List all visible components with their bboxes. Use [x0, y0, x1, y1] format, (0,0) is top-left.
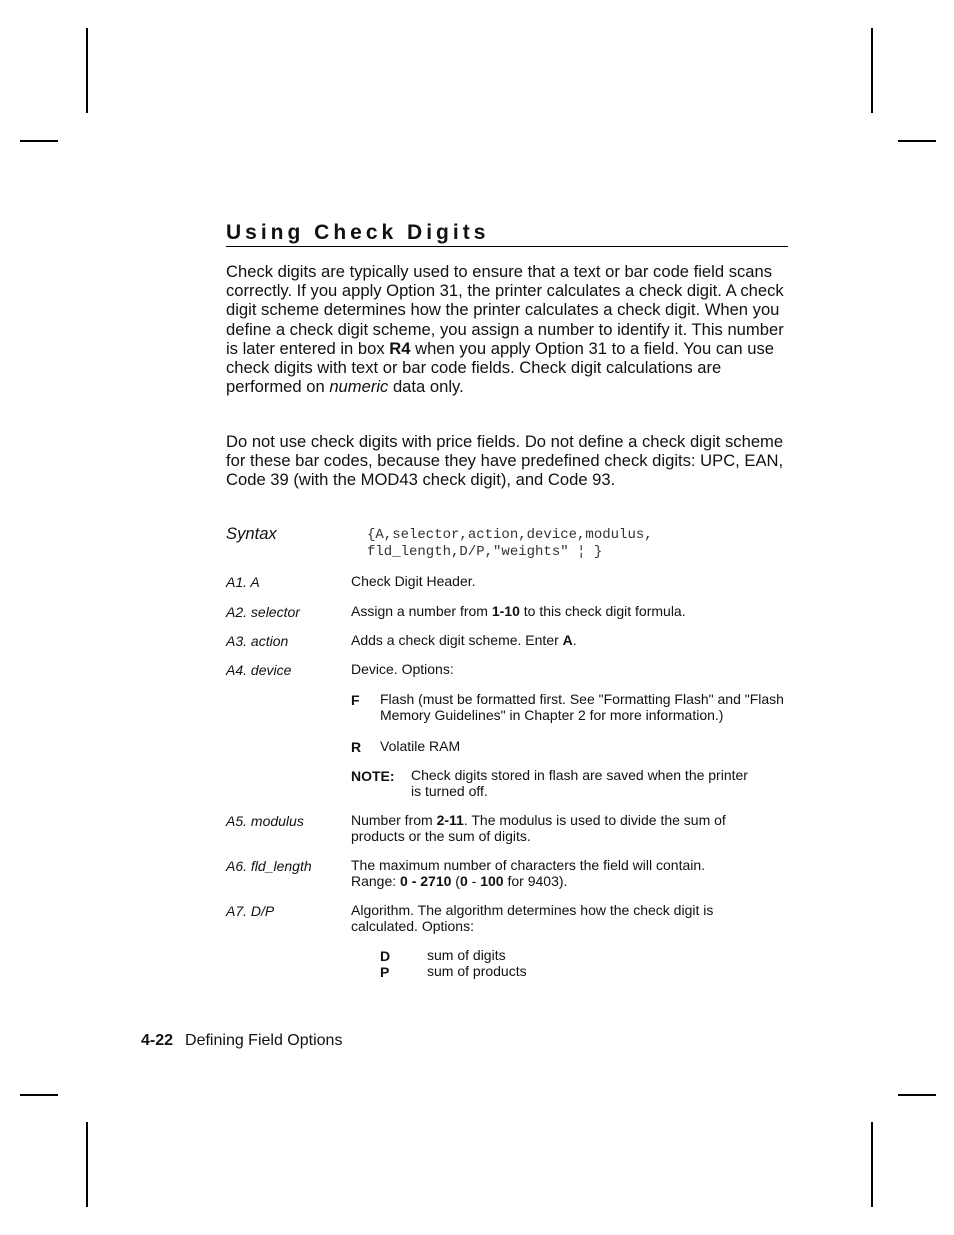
option-text: sum of digits — [427, 947, 506, 963]
note-text: Check digits stored in flash are saved when the printer is turned off. — [411, 767, 748, 799]
crop-mark — [898, 1094, 936, 1096]
crop-mark — [871, 28, 873, 113]
text-run: - — [467, 872, 481, 889]
value-range: 100 — [480, 872, 504, 889]
option-text: sum of products — [427, 963, 527, 979]
param-desc-a3 — [351, 633, 791, 649]
param-name-a5: A5. modulus — [226, 813, 304, 829]
text-run: to this check digit formula. — [519, 603, 686, 619]
value-range: 0 — [459, 872, 468, 889]
param-name-a1: A1. A — [226, 574, 260, 590]
crop-mark — [871, 1122, 873, 1207]
text-run: data only. — [388, 377, 464, 397]
text-run: Range: — [351, 872, 401, 889]
crop-mark — [20, 1094, 58, 1096]
crop-mark — [20, 140, 58, 142]
warning-paragraph: Do not use check digits with price fields. Do not define a check digit scheme for these bar codes, because they have predefined check digits: UPC, EAN, Code 39 (with the MOD43 check digit), and Code 93. — [226, 432, 784, 490]
text-run: The maximum number of characters the field will contain. — [351, 857, 706, 873]
option-letter: F — [351, 692, 360, 708]
text-run: Assign a number from — [351, 603, 492, 619]
param-desc-a2 — [351, 604, 791, 620]
param-name-a4: A4. device — [226, 662, 292, 678]
syntax-code-line: {A,selector,action,device,modulus, — [367, 527, 653, 543]
title-underline — [226, 246, 788, 247]
page-footer — [141, 1031, 342, 1051]
param-name-a6: A6. fld_length — [226, 858, 312, 874]
emphasis: numeric — [329, 377, 389, 397]
syntax-code-line: fld_length,D/P,"weights" ¦ } — [367, 544, 603, 560]
text-run: . — [572, 632, 577, 648]
text-run: for 9403). — [503, 872, 568, 889]
page-number: 4-22 — [141, 1032, 174, 1049]
text-run: Adds a check digit scheme. Enter — [351, 632, 563, 648]
param-name-a3: A3. action — [226, 633, 289, 649]
value-range: 2-11 — [436, 812, 464, 828]
text-run: Check digits are typically used to ensure that a text or bar code field scans correctly. If you apply Option 31, the printer calculates a check digit. A check digit scheme determines how the printer calculates a check digit. When you define a check digit scheme, you assign a number to identify it. This number is later entered in box — [226, 262, 784, 358]
option-text: Flash (must be formatted first. See "Formatting Flash" and "Flash Memory Guidelines" in Chapter 2 for more information.) — [380, 691, 784, 723]
value-code: A — [562, 632, 573, 648]
param-desc-a4: Device. Options: — [351, 661, 454, 677]
param-name-a7: A7. D/P — [226, 903, 275, 919]
param-desc-a6 — [351, 858, 791, 889]
value-range: 0 - 2710 — [400, 872, 452, 889]
box-reference: R4 — [389, 338, 411, 358]
note-label: NOTE: — [351, 768, 395, 784]
option-letter: D — [380, 948, 391, 964]
param-desc-a5 — [351, 813, 781, 844]
option-letter: P — [380, 964, 390, 980]
value-range: 1-10 — [491, 603, 520, 619]
text-run: when you apply Option 31 to a field. You can use check digits with text or bar code fields. Check digit calculations are performed on — [226, 338, 774, 397]
param-name-a2: A2. selector — [226, 604, 300, 620]
param-desc-a1: Check Digit Header. — [351, 573, 476, 589]
syntax-label: Syntax — [226, 524, 277, 543]
param-desc-a7: Algorithm. The algorithm determines how the check digit is calculated. Options: — [351, 902, 714, 934]
section-title: Using Check Digits — [226, 221, 490, 244]
intro-paragraph — [226, 262, 796, 396]
option-text: Volatile RAM — [380, 738, 461, 754]
text-run: . The modulus is used to divide the sum of products or the sum of digits. — [351, 812, 726, 844]
chapter-title: Defining Field Options — [185, 1032, 343, 1049]
crop-mark — [86, 28, 88, 113]
crop-mark — [898, 140, 936, 142]
text-run: Number from — [351, 812, 437, 828]
text-run: ( — [451, 872, 460, 889]
option-letter: R — [351, 739, 362, 755]
crop-mark — [86, 1122, 88, 1207]
